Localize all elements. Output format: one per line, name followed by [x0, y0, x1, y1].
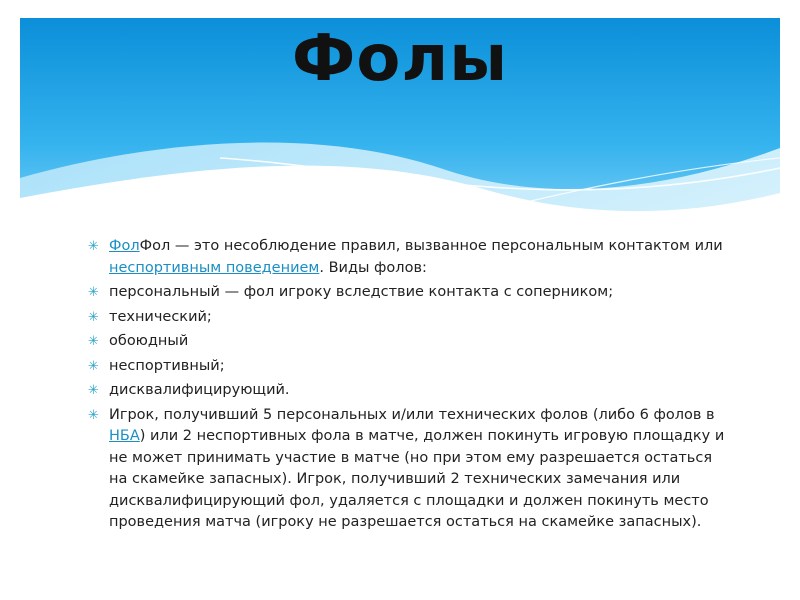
- item-text: ) или 2 неспортивных фола в матче, должен покинуть игровую площадку и не может принимать участие в матче (но при этом ему разрешается остаться на скамейке запасных). Игрок, получивший 2 технических замечания или дисквалифицирующий фол, удаляется с площадки и должен покинуть место проведения матча (игроку не разрешается остаться на скамейке запасных).: [109, 428, 725, 530]
- bullet-list: [88, 236, 728, 537]
- list-item: [88, 236, 728, 279]
- link-unsportsmanlike-behavior[interactable]: неспортивным поведением: [109, 259, 320, 276]
- link-fol[interactable]: Фол: [109, 238, 140, 254]
- item-text: персональный — фол игроку вследствие контакта с соперником;: [109, 284, 614, 300]
- link-nba[interactable]: НБА: [109, 428, 140, 444]
- item-text: дисквалифицирующий.: [109, 382, 290, 398]
- list-item: [88, 356, 728, 378]
- asterisk-bullet-icon: ✳: [88, 334, 99, 349]
- list-item: [88, 307, 728, 329]
- list-item: [88, 282, 728, 304]
- item-text: технический;: [109, 308, 212, 325]
- asterisk-bullet-icon: ✳: [88, 285, 99, 300]
- slide-title: Фолы: [291, 22, 509, 96]
- item-text: Фол — это несоблюдение правил, вызванное персональным контактом или: [139, 238, 723, 254]
- item-text: Игрок, получивший 5 персональных и/или технических фолов (либо 6 фолов в: [109, 406, 715, 423]
- item-text: неспортивный;: [109, 357, 225, 374]
- asterisk-bullet-icon: ✳: [88, 239, 99, 254]
- list-item: [88, 331, 728, 353]
- asterisk-bullet-icon: ✳: [88, 309, 99, 325]
- list-item: [88, 405, 728, 534]
- asterisk-bullet-icon: ✳: [88, 407, 99, 423]
- item-text: . Виды фолов:: [319, 259, 427, 276]
- asterisk-bullet-icon: ✳: [88, 358, 99, 374]
- list-item: [88, 380, 728, 402]
- item-text: обоюдный: [109, 333, 189, 349]
- asterisk-bullet-icon: ✳: [88, 383, 99, 398]
